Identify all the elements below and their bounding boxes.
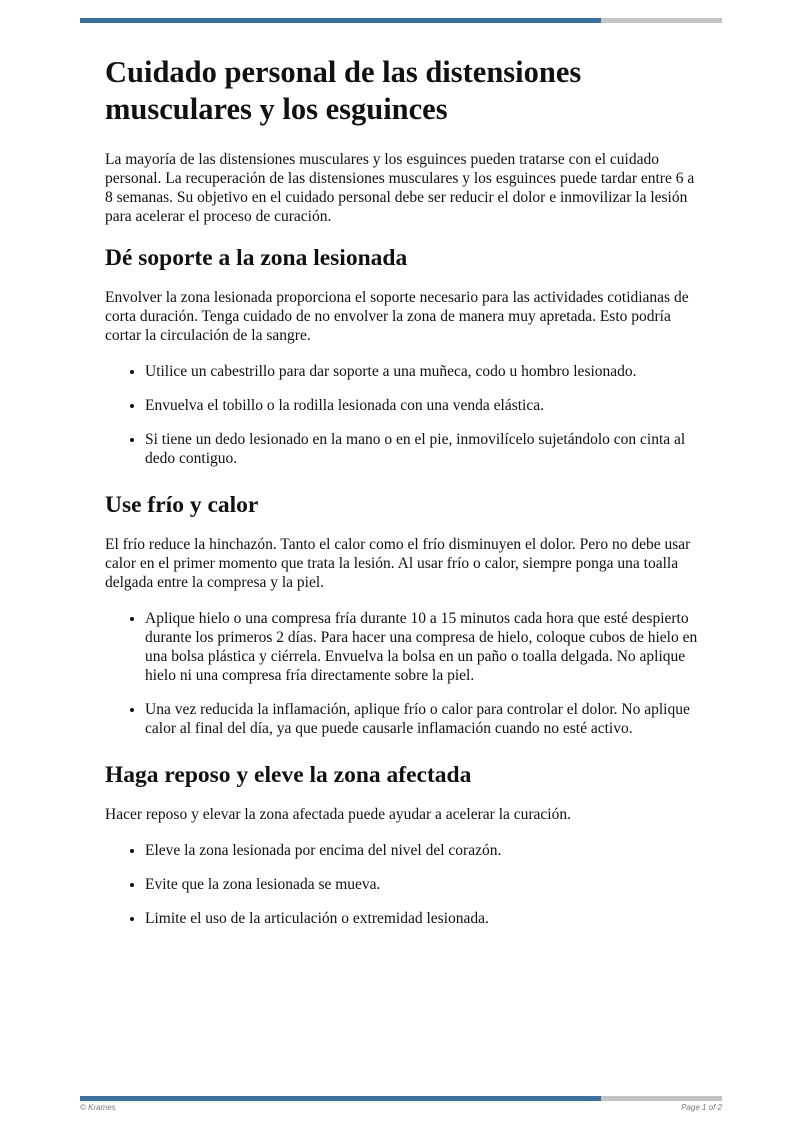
- list-item: • Eleve la zona lesionada por encima del nivel del corazón.: [145, 841, 700, 860]
- top-rule: [80, 18, 722, 23]
- footer-copyright: © Krames: [80, 1103, 116, 1112]
- list-item: • Aplique hielo o una compresa fría durante 10 a 15 minutos cada hora que esté despierto durante los primeros 2 días. Para hacer una compresa de hielo, coloque cubos de hielo en una bolsa plástica y ciérrela. Envuelva la bolsa en un paño o toalla delgada. No aplique hielo ni una compresa fría directamente sobre la piel.: [145, 609, 700, 685]
- section-paragraph: El frío reduce la hinchazón. Tanto el calor como el frío disminuyen el dolor. Pero no debe usar calor en el primer momento que trata la lesión. Al usar frío o calor, siempre ponga una toalla delgada entre la compresa y la piel.: [105, 536, 691, 591]
- bullet-list: [105, 609, 700, 738]
- section-rest-elevate: [105, 760, 700, 928]
- footer-page-number: Page 1 of 2: [681, 1103, 722, 1112]
- bottom-rule: [80, 1096, 722, 1101]
- list-item: • Una vez reducida la inflamación, aplique frío o calor para controlar el dolor. No aplique calor al final del día, ya que puede causarle inflamación cuando no esté activo.: [145, 700, 700, 738]
- top-rule-track: [601, 18, 722, 23]
- section-heading: Haga reposo y eleve la zona afectada: [105, 762, 472, 788]
- section-heading: Use frío y calor: [105, 492, 259, 518]
- list-item: • Envuelva el tobillo o la rodilla lesionada con una venda elástica.: [145, 396, 700, 415]
- list-item: • Si tiene un dedo lesionado en la mano o en el pie, inmovilícelo sujetándolo con cinta al dedo contiguo.: [145, 430, 700, 468]
- bullet-list: [105, 841, 700, 928]
- list-item: • Evite que la zona lesionada se mueva.: [145, 875, 700, 894]
- section-heading: Dé soporte a la zona lesionada: [105, 245, 408, 271]
- document-body: [105, 54, 700, 950]
- page-title: Cuidado personal de las distensiones musculares y los esguinces: [105, 55, 582, 126]
- bullet-list: [105, 362, 700, 468]
- section-paragraph: Envolver la zona lesionada proporciona el soporte necesario para las actividades cotidianas de corta duración. Tenga cuidado de no envolver la zona de manera muy apretada. Esto podría cortar la circulación de la sangre.: [105, 289, 689, 344]
- list-item: • Limite el uso de la articulación o extremidad lesionada.: [145, 909, 700, 928]
- intro-paragraph: La mayoría de las distensiones musculares y los esguinces pueden tratarse con el cuidado personal. La recuperación de las distensiones musculares y los esguinces puede tardar entre 6 a 8 semanas. Su objetivo en el cuidado personal debe ser reducir el dolor e inmovilizar la lesión para acelerar el proceso de curación.: [105, 151, 695, 225]
- bottom-rule-accent: [80, 1096, 601, 1101]
- list-item: • Utilice un cabestrillo para dar soporte a una muñeca, codo u hombro lesionado.: [145, 362, 700, 381]
- section-support: [105, 243, 700, 468]
- top-rule-accent: [80, 18, 601, 23]
- bottom-rule-track: [601, 1096, 722, 1101]
- section-cold-heat: [105, 490, 700, 738]
- section-paragraph: Hacer reposo y elevar la zona afectada puede ayudar a acelerar la curación.: [105, 806, 571, 823]
